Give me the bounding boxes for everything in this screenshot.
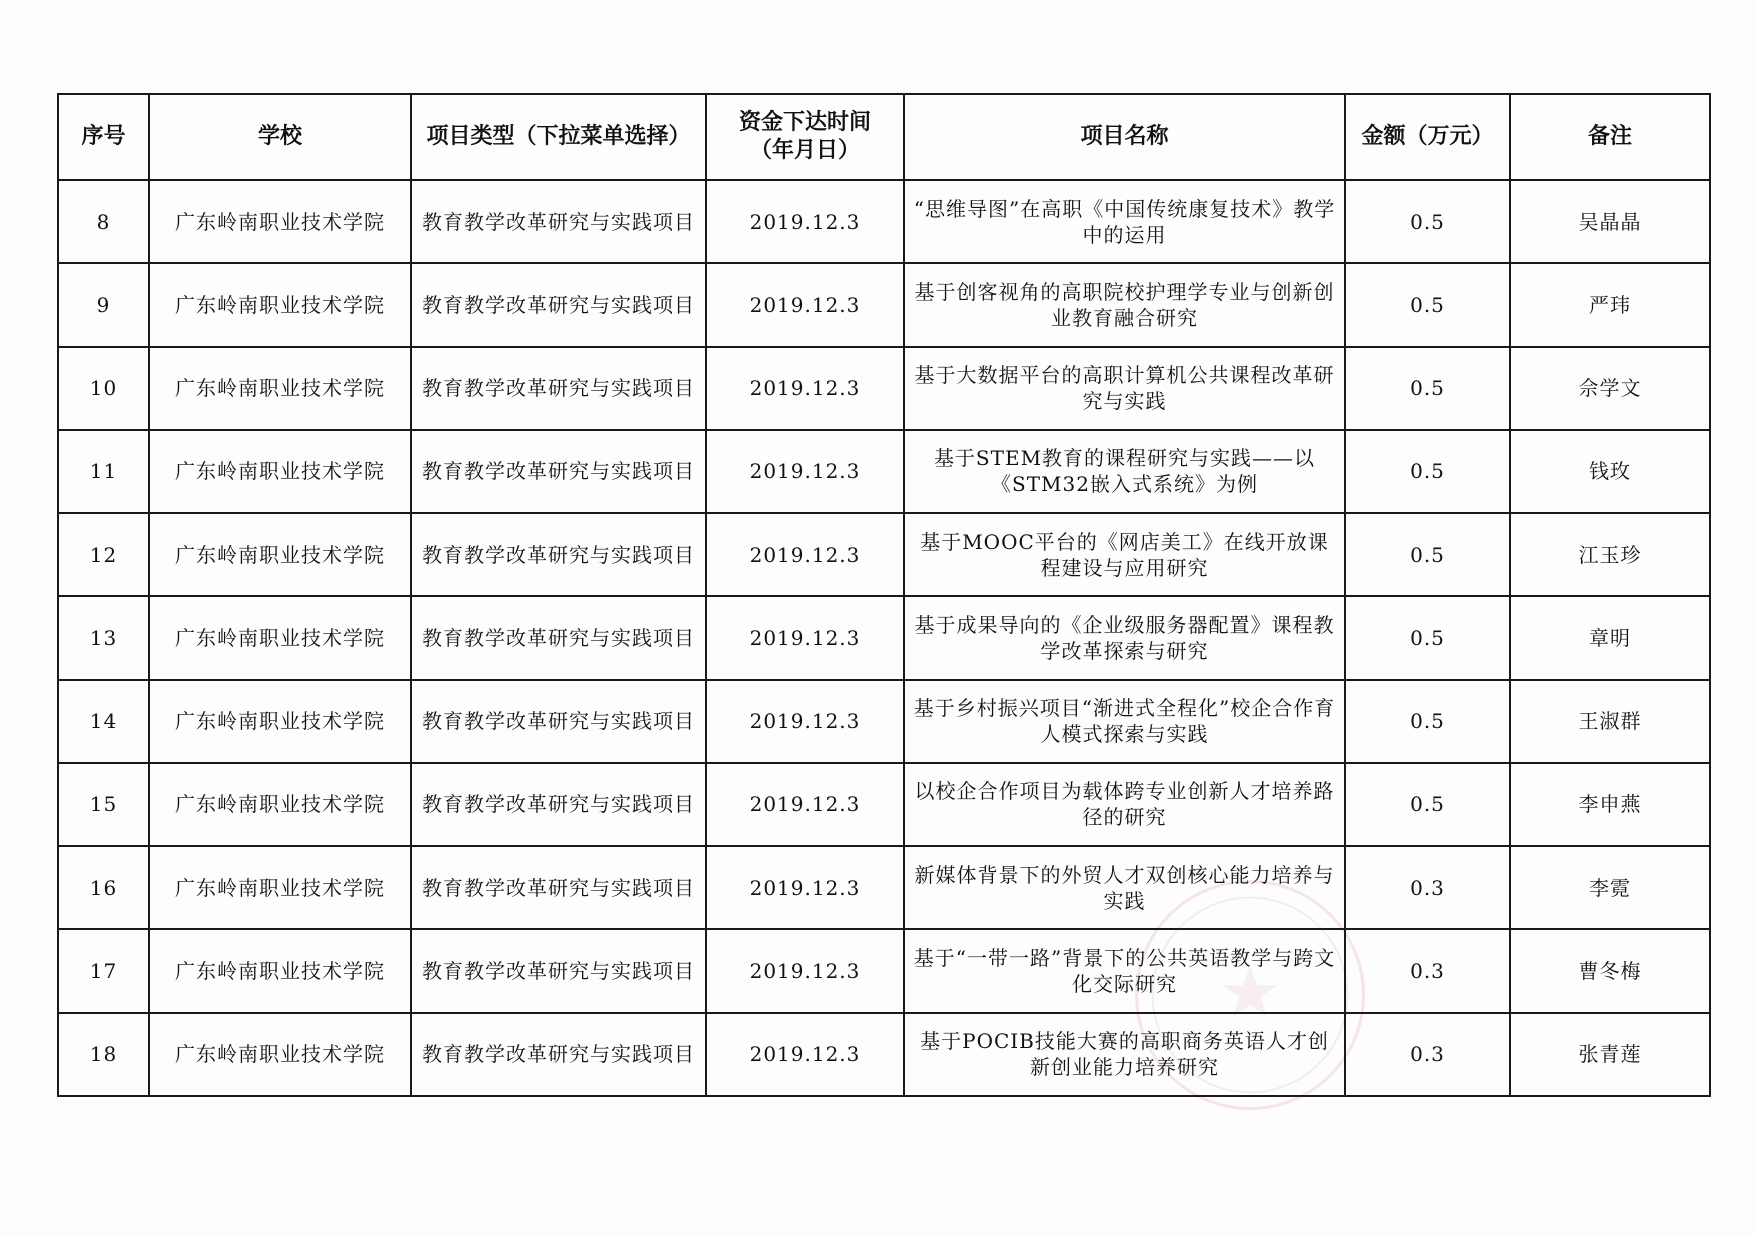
cell-project-name: 基于“一带一路”背景下的公共英语教学与跨文化交际研究 xyxy=(904,929,1345,1012)
project-table xyxy=(57,93,1711,1097)
cell-index: 11 xyxy=(58,430,149,513)
cell-funding-date: 2019.12.3 xyxy=(706,596,904,679)
cell-school: 广东岭南职业技术学院 xyxy=(149,680,411,763)
header-amount: 金额（万元） xyxy=(1345,94,1510,180)
cell-note: 王淑群 xyxy=(1510,680,1710,763)
header-project-type: 项目类型（下拉菜单选择） xyxy=(411,94,706,180)
cell-project-type: 教育教学改革研究与实践项目 xyxy=(411,263,706,346)
cell-note: 李霓 xyxy=(1510,846,1710,929)
cell-amount: 0.5 xyxy=(1345,180,1510,263)
cell-index: 15 xyxy=(58,763,149,846)
cell-project-type: 教育教学改革研究与实践项目 xyxy=(411,596,706,679)
header-note: 备注 xyxy=(1510,94,1710,180)
cell-amount: 0.3 xyxy=(1345,929,1510,1012)
cell-project-name: 基于创客视角的高职院校护理学专业与创新创业教育融合研究 xyxy=(904,263,1345,346)
cell-school: 广东岭南职业技术学院 xyxy=(149,513,411,596)
cell-project-type: 教育教学改革研究与实践项目 xyxy=(411,846,706,929)
cell-project-type: 教育教学改革研究与实践项目 xyxy=(411,680,706,763)
header-funding-date xyxy=(706,94,904,180)
cell-school: 广东岭南职业技术学院 xyxy=(149,1013,411,1096)
cell-funding-date: 2019.12.3 xyxy=(706,347,904,430)
cell-amount: 0.5 xyxy=(1345,263,1510,346)
cell-school: 广东岭南职业技术学院 xyxy=(149,263,411,346)
cell-funding-date: 2019.12.3 xyxy=(706,430,904,513)
cell-note: 佘学文 xyxy=(1510,347,1710,430)
cell-project-type: 教育教学改革研究与实践项目 xyxy=(411,929,706,1012)
cell-project-name: 基于STEM教育的课程研究与实践——以《STM32嵌入式系统》为例 xyxy=(904,430,1345,513)
cell-index: 16 xyxy=(58,846,149,929)
cell-funding-date: 2019.12.3 xyxy=(706,1013,904,1096)
cell-project-type: 教育教学改革研究与实践项目 xyxy=(411,763,706,846)
cell-amount: 0.3 xyxy=(1345,846,1510,929)
table-row xyxy=(58,680,1710,763)
cell-amount: 0.5 xyxy=(1345,596,1510,679)
cell-project-name: 基于MOOC平台的《网店美工》在线开放课程建设与应用研究 xyxy=(904,513,1345,596)
cell-funding-date: 2019.12.3 xyxy=(706,846,904,929)
cell-project-type: 教育教学改革研究与实践项目 xyxy=(411,180,706,263)
cell-index: 14 xyxy=(58,680,149,763)
cell-index: 13 xyxy=(58,596,149,679)
header-index: 序号 xyxy=(58,94,149,180)
table-row xyxy=(58,929,1710,1012)
cell-funding-date: 2019.12.3 xyxy=(706,680,904,763)
cell-amount: 0.5 xyxy=(1345,680,1510,763)
cell-funding-date: 2019.12.3 xyxy=(706,763,904,846)
cell-funding-date: 2019.12.3 xyxy=(706,513,904,596)
cell-note: 吴晶晶 xyxy=(1510,180,1710,263)
cell-project-name: 基于乡村振兴项目“渐进式全程化”校企合作育人模式探索与实践 xyxy=(904,680,1345,763)
cell-project-name: 基于POCIB技能大赛的高职商务英语人才创新创业能力培养研究 xyxy=(904,1013,1345,1096)
cell-note: 张青莲 xyxy=(1510,1013,1710,1096)
header-project-name: 项目名称 xyxy=(904,94,1345,180)
table-row xyxy=(58,763,1710,846)
table-row xyxy=(58,430,1710,513)
table-row xyxy=(58,596,1710,679)
cell-school: 广东岭南职业技术学院 xyxy=(149,763,411,846)
header-funding-date-line2: （年月日） xyxy=(749,138,860,163)
table-row xyxy=(58,846,1710,929)
cell-note: 章明 xyxy=(1510,596,1710,679)
cell-project-type: 教育教学改革研究与实践项目 xyxy=(411,347,706,430)
cell-funding-date: 2019.12.3 xyxy=(706,263,904,346)
cell-note: 李申燕 xyxy=(1510,763,1710,846)
cell-amount: 0.5 xyxy=(1345,347,1510,430)
cell-index: 17 xyxy=(58,929,149,1012)
cell-project-type: 教育教学改革研究与实践项目 xyxy=(411,513,706,596)
cell-school: 广东岭南职业技术学院 xyxy=(149,180,411,263)
header-funding-date-line1: 资金下达时间 xyxy=(738,110,871,135)
cell-index: 12 xyxy=(58,513,149,596)
cell-amount: 0.5 xyxy=(1345,430,1510,513)
cell-note: 严玮 xyxy=(1510,263,1710,346)
table-row xyxy=(58,263,1710,346)
table-row xyxy=(58,347,1710,430)
cell-note: 曹冬梅 xyxy=(1510,929,1710,1012)
cell-project-name: 以校企合作项目为载体跨专业创新人才培养路径的研究 xyxy=(904,763,1345,846)
cell-school: 广东岭南职业技术学院 xyxy=(149,347,411,430)
header-school: 学校 xyxy=(149,94,411,180)
cell-index: 10 xyxy=(58,347,149,430)
cell-project-type: 教育教学改革研究与实践项目 xyxy=(411,430,706,513)
cell-project-name: “思维导图”在高职《中国传统康复技术》教学中的运用 xyxy=(904,180,1345,263)
cell-index: 9 xyxy=(58,263,149,346)
cell-amount: 0.5 xyxy=(1345,513,1510,596)
table-row xyxy=(58,180,1710,263)
cell-funding-date: 2019.12.3 xyxy=(706,180,904,263)
cell-note: 江玉珍 xyxy=(1510,513,1710,596)
cell-school: 广东岭南职业技术学院 xyxy=(149,596,411,679)
cell-school: 广东岭南职业技术学院 xyxy=(149,846,411,929)
cell-project-type: 教育教学改革研究与实践项目 xyxy=(411,1013,706,1096)
cell-project-name: 基于成果导向的《企业级服务器配置》课程教学改革探索与研究 xyxy=(904,596,1345,679)
table-header-row xyxy=(58,94,1710,180)
table-row xyxy=(58,513,1710,596)
cell-project-name: 新媒体背景下的外贸人才双创核心能力培养与实践 xyxy=(904,846,1345,929)
cell-index: 8 xyxy=(58,180,149,263)
cell-amount: 0.5 xyxy=(1345,763,1510,846)
cell-school: 广东岭南职业技术学院 xyxy=(149,430,411,513)
cell-note: 钱玫 xyxy=(1510,430,1710,513)
cell-amount: 0.3 xyxy=(1345,1013,1510,1096)
cell-funding-date: 2019.12.3 xyxy=(706,929,904,1012)
cell-index: 18 xyxy=(58,1013,149,1096)
cell-school: 广东岭南职业技术学院 xyxy=(149,929,411,1012)
cell-project-name: 基于大数据平台的高职计算机公共课程改革研究与实践 xyxy=(904,347,1345,430)
table-row xyxy=(58,1013,1710,1096)
